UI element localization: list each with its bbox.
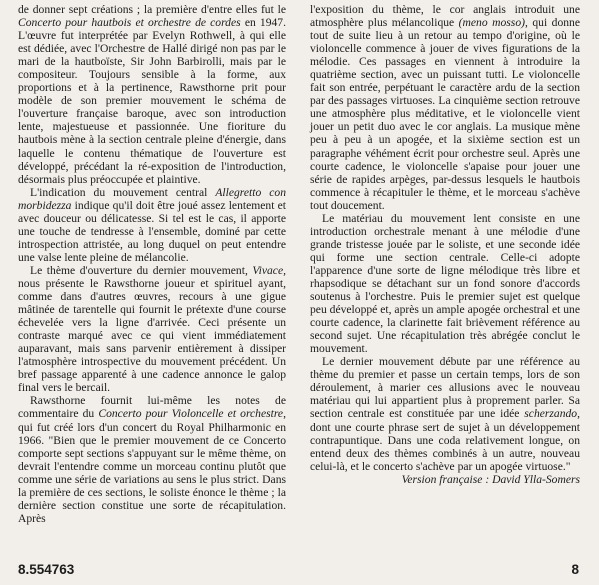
work-title: Concerto pour Violoncelle et orchestre bbox=[98, 407, 284, 421]
left-column bbox=[18, 3, 286, 525]
translation-credit: Version française : David Ylla-Somers bbox=[401, 472, 580, 486]
tempo-marking: scherzando bbox=[524, 407, 578, 421]
tempo-marking: (meno mosso) bbox=[458, 16, 525, 30]
work-title: Concerto pour hautbois et orchestre de cordes bbox=[18, 16, 241, 30]
right-column bbox=[310, 3, 580, 486]
paragraph-cello-concerto: Rawsthorne fournit lui-même les notes de commentaire du Concerto pour Violoncelle et orchestre, qui fut créé lors d'un concert du Royal Philharmonic en 1966. "Bien que le premier mouvement de ce Concerto comporte sept sections s'appuyant sur le même thème, on devrait l'entendre comme un morceau continu plutôt que comme une série de variations au sens le plus strict. Dans la première de ces sections, le soliste énonce le thème ; la dernière section constitue une sorte de récapitulation. Après bbox=[18, 394, 286, 525]
tempo-marking: Vivace, bbox=[252, 263, 286, 277]
paragraph-first-movement-cont: l'exposition du thème, le cor anglais introduit une atmosphère plus mélancolique (meno mosso), qui donne tout de suite lieu à un retour au tempo d'origine, où le violoncelle commence à jouer de vives figurations de la mélodie. Ces passages en viennent à introduire la quatrième section, avec un puissant tutti. Le violoncelle fait son entrée, perpétuant le caractère ardu de la section par des passages virtuoses. La cinquième section retrouve une atmosphère plus méditative, et le violoncelle vient jouer un petit duo avec le cor anglais. La musique mène peu à peu à un apogée, et la sixième section est un paragraphe véhément écrit pour orchestre seul. Après une courte cadence, le violoncelle s'apaise pour jouer une série de rapides arpèges, par-dessus lesquels le hautbois commence à récapituler le thème, et le morceau s'achève tout doucement. bbox=[310, 3, 580, 212]
catalog-number: 8.554763 bbox=[18, 562, 75, 577]
paragraph-slow-movement: Le matériau du mouvement lent consiste en une introduction orchestrale menant à une mélodie d'une grande tristesse jouée par le soliste, et une seconde idée qui forme une section centrale. Celle-ci adopte l'apparence d'une sorte de ligne mélodique très libre et rhapsodique se détachant sur un fond sonore d'accords soutenus à l'orchestre. Puis le premier sujet est quelque peu développé et, après un ample apogée orchestral et une courte cadence, la clarinette fait brièvement référence au second sujet. Une récapitulation très abrégée conclut le mouvement. bbox=[310, 211, 580, 356]
tempo-marking: Allegretto con morbidezza bbox=[18, 185, 286, 212]
paragraph-last-movement: Le thème d'ouverture du dernier mouvement, Vivace, nous présente le Rawsthorne joueur et spirituel ayant, comme dans d'autres œuvres, recours à une gigue mâtinée de tarentelle qui fournit le prétexte d'une course échevelée vers la ligne d'arrivée. Ceci présente un contraste marqué avec ce qui vient immédiatement auparavant, mais sans parvenir entièrement à dissiper l'atmosphère introspective du mouvement précédent. Un bref passage apparenté à une cadence annonce le galop final vers le bercail. bbox=[18, 263, 286, 395]
page-number: 8 bbox=[571, 562, 579, 577]
paragraph-finale: Le dernier mouvement débute par une référence au thème du premier et passe un certain temps, lors de son déroulement, à marier ces allusions avec le nouveau matériau qui lui appartient plus à proprement parler. Sa section centrale est constituée par une idée scherzando, dont une courte phrase sert de sujet à un développement contrapuntique. Dans une coda relativement longue, on entend deux des thèmes combinés à un autre, nouveau celui-là, et le concerto s'achève par un apogée virtuose." bbox=[310, 355, 580, 473]
paragraph-oboe-concerto: de donner sept créations ; la première d'entre elles fut le Concerto pour hautbois et orchestre de cordes en 1947. L'œuvre fut interprétée par Evelyn Rothwell, à qui elle est dédiée, avec l'Orchestre de Hallé dirigé non pas par le mari de la hautboïste, Sir John Barbirolli, mais par le compositeur. Toujours sensible à la forme, aux proportions et à la pertinence, Rawsthorne prit pour modèle de son premier mouvement le schéma de l'ouverture française baroque, avec son introduction lente, majestueuse et passionnée. Une fioriture du hautbois mène à la section centrale pleine d'énergie, dans laquelle le contenu thématique de l'ouverture est développé, précédant la ré-exposition de l'introduction, désormais plus préoccupée et plaintive. bbox=[18, 3, 286, 186]
paragraph-central-movement: L'indication du mouvement central Allegretto con morbidezza indique qu'il doit être joué assez lentement et avec douceur ou délicatesse. Si tel est le cas, il apporte une touche de tendresse à l'ensemble, dominé par cette introspection attristée, au long duquel on peut entendre une valse lente pleine de mélancolie. bbox=[18, 185, 286, 264]
